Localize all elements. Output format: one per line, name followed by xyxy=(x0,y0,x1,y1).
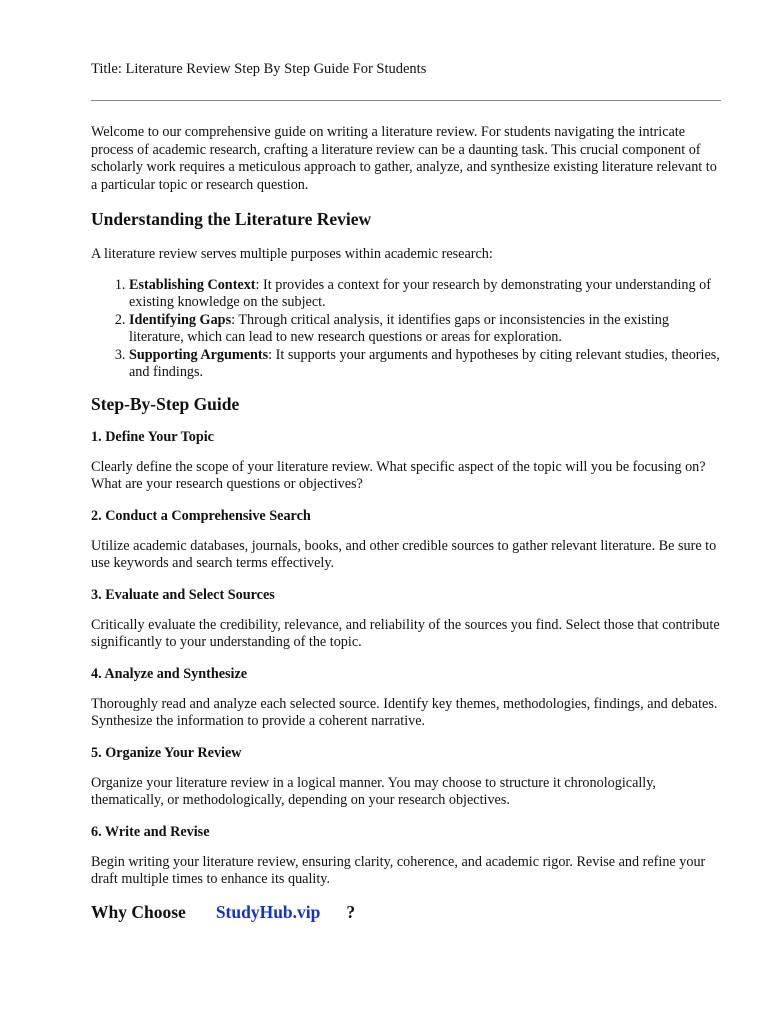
step-paragraph: Critically evaluate the credibility, relevance, and reliability of the sources you find. Select those that contribute significantly to your understanding of the topic. xyxy=(91,616,720,650)
document-body xyxy=(91,124,721,923)
step-paragraph: Organize your literature review in a logical manner. You may choose to structure it chronologically, thematically, or methodologically, depending on your research objectives. xyxy=(91,774,656,808)
list-item-term: Establishing Context xyxy=(129,276,256,293)
why-choose-heading xyxy=(91,902,721,923)
guide-heading: Step-By-Step Guide xyxy=(91,393,240,414)
list-item xyxy=(129,347,721,382)
step-heading: 1. Define Your Topic xyxy=(91,428,214,445)
intro-paragraph: Welcome to our comprehensive guide on writing a literature review. For students navigating the intricate process of academic research, crafting a literature review can be a daunting task. This crucial component of scholarly work requires a meticulous approach to gather, analyze, and synthesize existing literature relevant to a particular topic or research question. xyxy=(91,124,717,193)
list-item xyxy=(129,277,721,312)
list-item xyxy=(129,312,721,347)
studyhub-link[interactable]: StudyHub.vip xyxy=(215,901,321,922)
step-paragraph: Clearly define the scope of your literature review. What specific aspect of the topic will you be focusing on? What are your research questions or objectives? xyxy=(91,458,706,492)
step-heading: 6. Write and Revise xyxy=(91,823,210,840)
title-divider xyxy=(91,100,721,101)
step-heading: 3. Evaluate and Select Sources xyxy=(91,586,275,603)
purposes-list xyxy=(91,277,721,382)
step-heading: 5. Organize Your Review xyxy=(91,744,242,761)
purposes-lead: A literature review serves multiple purposes within academic research: xyxy=(91,246,493,262)
document-title: Title: Literature Review Step By Step Guide For Students xyxy=(91,61,427,77)
step-heading: 2. Conduct a Comprehensive Search xyxy=(91,507,311,524)
step-paragraph: Utilize academic databases, journals, books, and other credible sources to gather relevant literature. Be sure to use keywords and search terms effectively. xyxy=(91,537,717,571)
why-choose-suffix: ? xyxy=(346,901,356,922)
step-heading: 4. Analyze and Synthesize xyxy=(91,665,248,682)
step-paragraph: Thoroughly read and analyze each selected source. Identify key themes, methodologies, findings, and debates. Synthesize the information to provide a coherent narrative. xyxy=(91,695,718,729)
why-choose-prefix: Why Choose xyxy=(91,901,186,922)
list-item-text: : Through critical analysis, it identifies gaps or inconsistencies in the existing literature, which can lead to new research questions or areas for exploration. xyxy=(129,311,669,345)
list-item-term: Identifying Gaps xyxy=(129,311,232,328)
list-item-text: : It provides a context for your research by demonstrating your understanding of existing knowledge on the subject. xyxy=(129,276,711,310)
list-item-term: Supporting Arguments xyxy=(129,346,269,363)
understanding-heading: Understanding the Literature Review xyxy=(91,209,372,229)
step-paragraph: Begin writing your literature review, ensuring clarity, coherence, and academic rigor. Revise and refine your draft multiple times to enhance its quality. xyxy=(91,853,706,887)
list-item-text: : It supports your arguments and hypotheses by citing relevant studies, theories, and findings. xyxy=(129,346,720,380)
